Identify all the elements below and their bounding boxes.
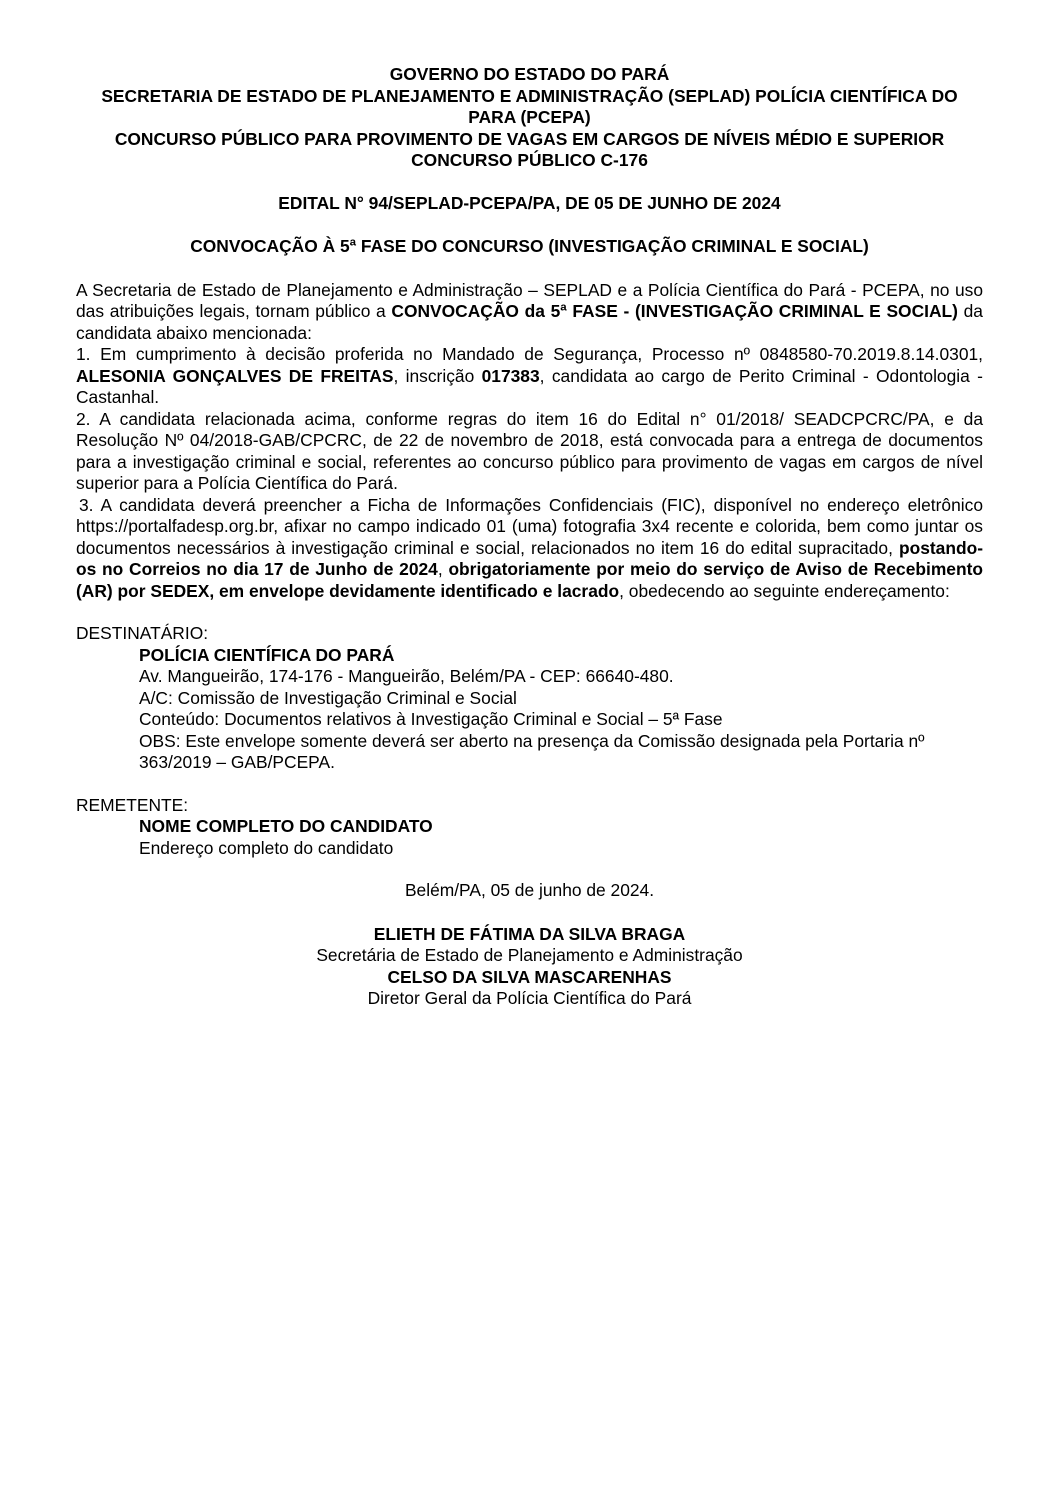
- signatory-2-name: CELSO DA SILVA MASCARENHAS: [387, 966, 672, 987]
- candidate-name: ALESONIA GONÇALVES DE FREITAS: [76, 365, 394, 386]
- recipient-section: [76, 623, 983, 774]
- sender-address: Endereço completo do candidato: [139, 837, 394, 858]
- recipient-attention: A/C: Comissão de Investigação Criminal e Social: [139, 687, 517, 708]
- recipient-address: Av. Mangueirão, 174-176 - Mangueirão, Belém/PA - CEP: 66640-480.: [139, 666, 674, 686]
- signature-block: [76, 924, 983, 1010]
- sender-section: [76, 795, 983, 860]
- item-3-requirement: obrigatoriamente por meio do serviço de Aviso de Recebimento (AR) por SEDEX, em envelope devidamente identificado e lacrado: [76, 559, 983, 601]
- edital-title: EDITAL N° 94/SEPLAD-PCEPA/PA, DE 05 DE JUNHO DE 2024: [278, 192, 781, 213]
- recipient-obs: OBS: Este envelope somente deverá ser aberto na presença da Comissão designada pela Portaria nº 363/2019 – GAB/PCEPA.: [139, 730, 925, 772]
- header-contest: CONCURSO PÚBLICO PARA PROVIMENTO DE VAGAS EM CARGOS DE NÍVEIS MÉDIO E SUPERIOR: [114, 128, 945, 149]
- header-government: GOVERNO DO ESTADO DO PARÁ: [389, 64, 670, 84]
- header-contest-code: CONCURSO PÚBLICO C-176: [411, 150, 648, 170]
- recipient-content: Conteúdo: Documentos relativos à Investigação Criminal e Social – 5ª Fase: [139, 709, 723, 729]
- signatory-1-role: Secretária de Estado de Planejamento e Administração: [316, 945, 743, 965]
- item-3: 3. A candidata deverá preencher a Ficha de Informações Confidenciais (FIC), disponível no endereço eletrônico https://portalfadesp.org.br, afixar no campo indicado 01 (uma) fotografia 3x4 recente e colorida, bem como juntar os documentos necessários à investigação criminal e social, relacionados no item 16 do edital supracitado, postando-os no Correios no dia 17 de Junho de 2024, obrigatoriamente por meio do serviço de Aviso de Recebimento (AR) por SEDEX, em envelope devidamente identificado e lacrado, obedecendo ao seguinte endereçamento:: [76, 494, 983, 601]
- header-secretariat: SECRETARIA DE ESTADO DE PLANEJAMENTO E ADMINISTRAÇÃO (SEPLAD) POLÍCIA CIENTÍFICA DO PARA (PCEPA): [101, 85, 958, 127]
- item-2: 2. A candidata relacionada acima, conforme regras do item 16 do Edital n° 01/2018/ SEADCPCRC/PA, e da Resolução Nº 04/2018-GAB/CPCRC, de 22 de novembro de 2018, está convocada para a entrega de documentos para a investigação criminal e social, referentes ao concurso público para provimento de vagas em cargos de nível superior para a Polícia Científica do Pará.: [76, 408, 983, 493]
- sender-label: REMETENTE:: [76, 794, 189, 815]
- document-page: [76, 64, 983, 1010]
- document-header: [98, 64, 961, 172]
- recipient-details: [76, 645, 983, 774]
- recipient-name: POLÍCIA CIENTÍFICA DO PARÁ: [139, 644, 395, 665]
- intro-bold: CONVOCAÇÃO da 5ª FASE - (INVESTIGAÇÃO CRIMINAL E SOCIAL): [391, 301, 958, 321]
- item-1: 1. Em cumprimento à decisão proferida no Mandado de Segurança, Processo nº 0848580-70.2019.8.14.0301, ALESONIA GONÇALVES DE FREITAS, inscrição 017383, candidata ao cargo de Perito Criminal - Odontologia - Castanhal.: [76, 344, 983, 407]
- place-date: Belém/PA, 05 de junho de 2024.: [404, 880, 655, 900]
- convocacao-title: CONVOCAÇÃO À 5ª FASE DO CONCURSO (INVESTIGAÇÃO CRIMINAL E SOCIAL): [190, 236, 869, 256]
- signatory-2-role: Diretor Geral da Polícia Científica do Pará: [367, 988, 692, 1008]
- recipient-label: DESTINATÁRIO:: [76, 623, 209, 643]
- sender-name: NOME COMPLETO DO CANDIDATO: [139, 816, 433, 836]
- item-3-deadline: postando-os no Correios no dia 17 de Junho de 2024: [76, 537, 983, 579]
- intro-paragraph: A Secretaria de Estado de Planejamento e Administração – SEPLAD e a Polícia Científica do Pará - PCEPA, no uso das atribuições legais, tornam público a CONVOCAÇÃO da 5ª FASE - (INVESTIGAÇÃO CRIMINAL E SOCIAL) da candidata abaixo mencionada:: [76, 279, 983, 343]
- sender-details: [76, 816, 983, 859]
- document-body: [76, 280, 983, 603]
- signatory-1-name: ELIETH DE FÁTIMA DA SILVA BRAGA: [373, 923, 686, 944]
- candidate-registration: 017383: [481, 365, 540, 386]
